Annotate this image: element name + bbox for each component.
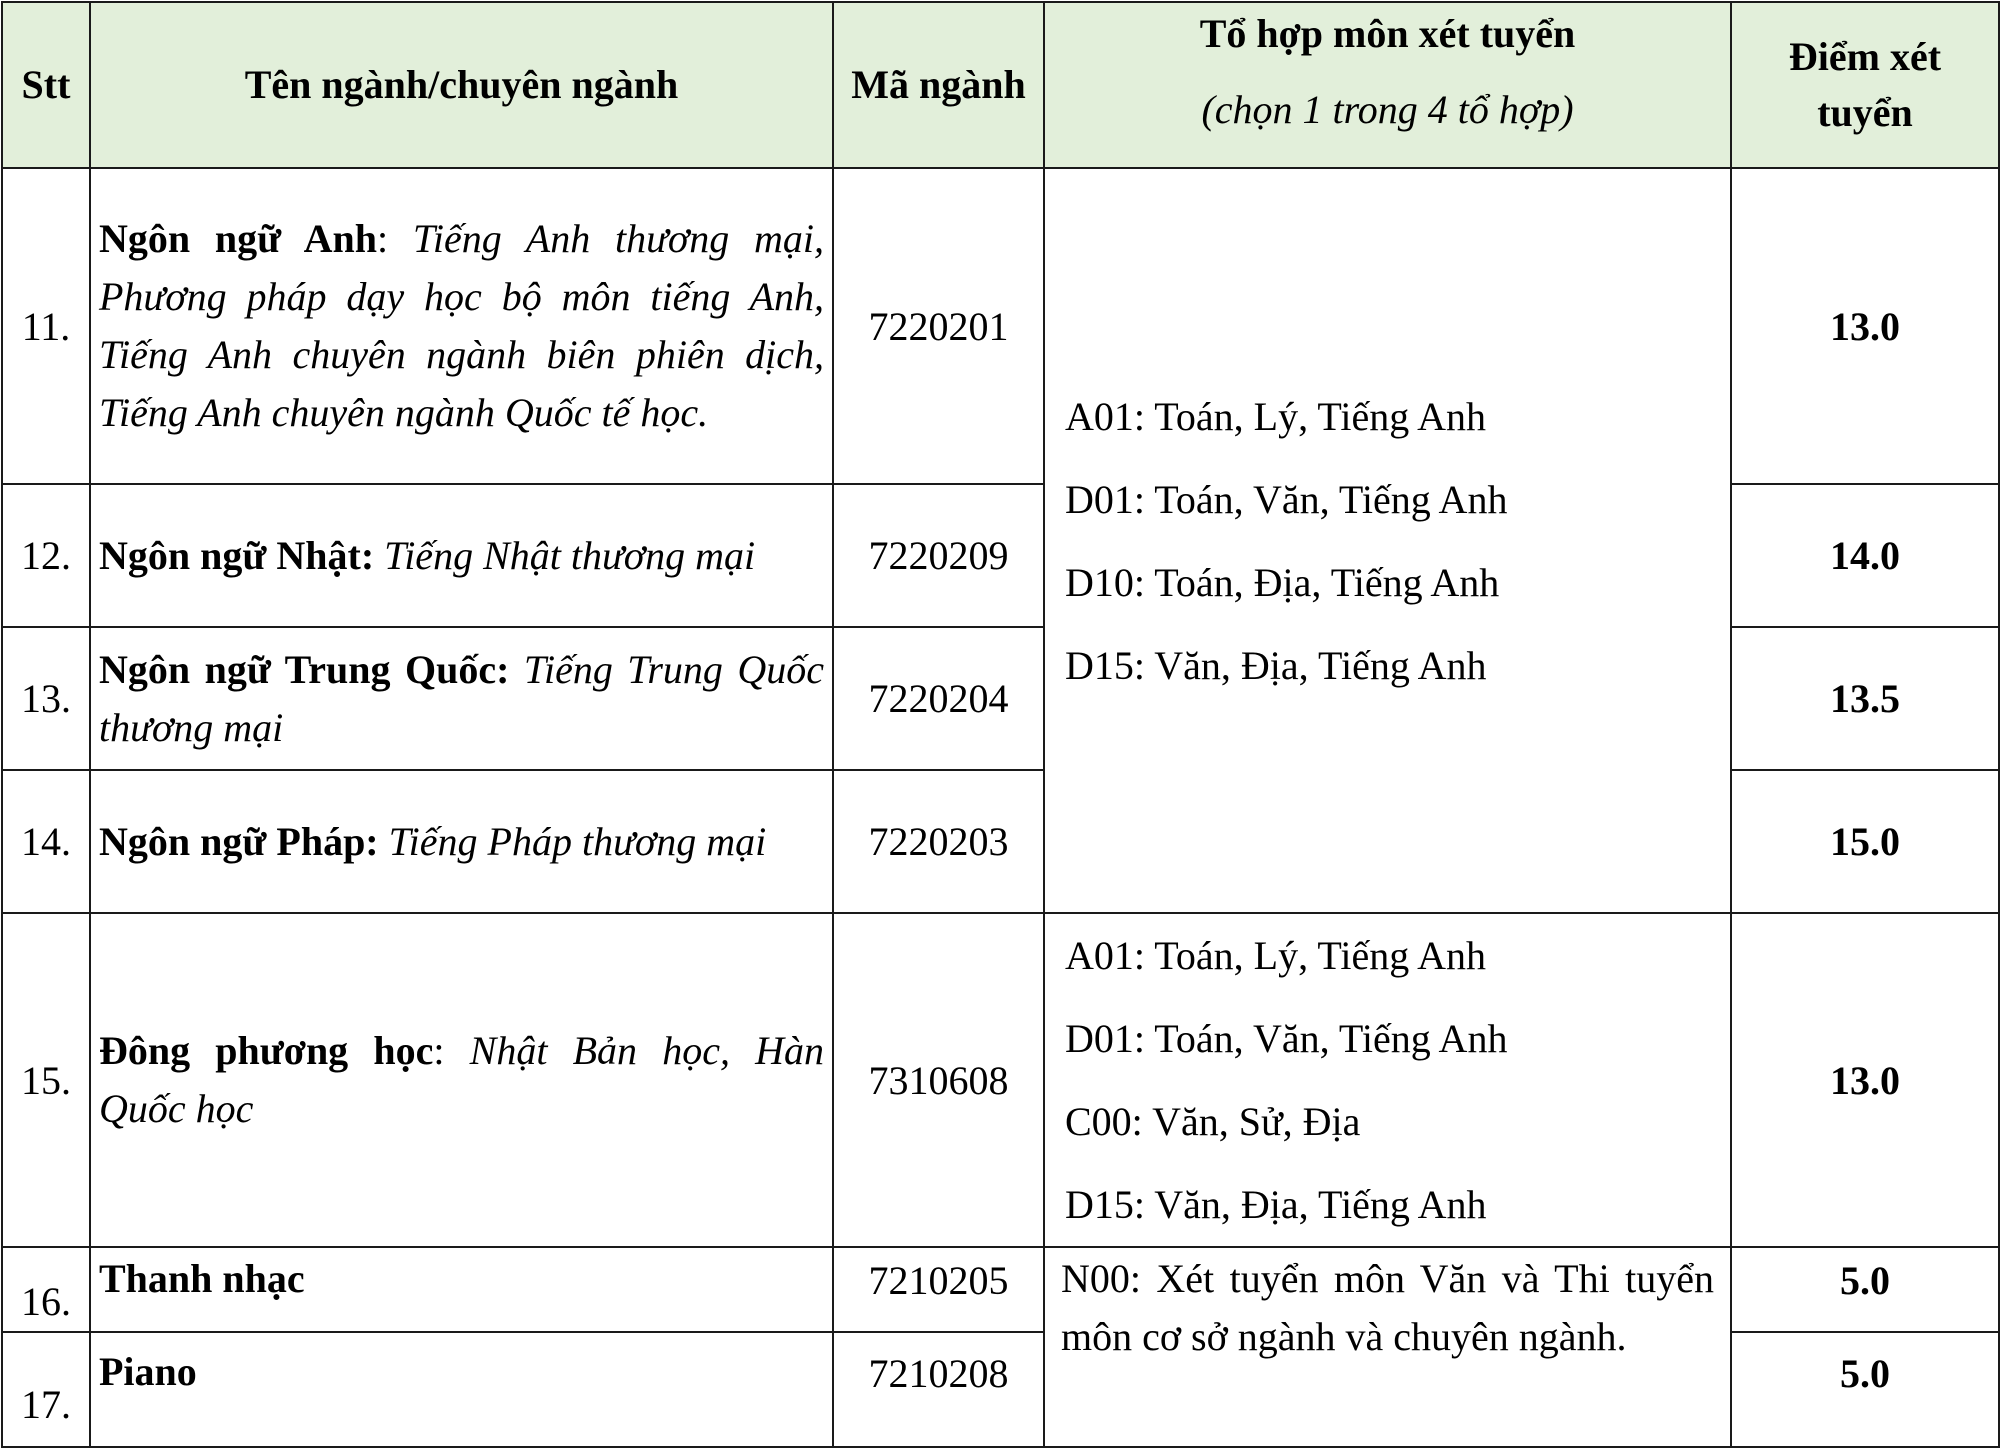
row-stt: 12. xyxy=(2,484,90,627)
row-name-sep xyxy=(374,533,384,578)
row-stt: 16. xyxy=(2,1247,90,1332)
combo-line: A01: Toán, Lý, Tiếng Anh xyxy=(1065,393,1486,439)
row-name xyxy=(90,484,833,627)
header-combo-title: Tổ hợp môn xét tuyển xyxy=(1199,11,1576,56)
row-name-specializations: Tiếng Nhật thương mại xyxy=(384,532,756,578)
admission-score-table xyxy=(1,1,2000,1448)
row-combos-music: N00: Xét tuyển môn Văn và Thi tuyển môn cơ sở ngành và chuyên ngành. xyxy=(1044,1247,1731,1447)
row-score: 5.0 xyxy=(1731,1247,1999,1332)
table-row xyxy=(2,168,1999,484)
header-name: Tên ngành/chuyên ngành xyxy=(90,2,833,168)
row-name-major: Ngôn ngữ Trung Quốc: xyxy=(99,646,510,692)
row-name-specializations: Tiếng Anh thương mại, Phương pháp dạy học bộ môn tiếng Anh, Tiếng Anh chuyên ngành biên phiên dịch, Tiếng Anh chuyên ngành Quốc tế học. xyxy=(99,216,824,435)
row-name-sep: : xyxy=(433,1028,470,1073)
row-name-major: Thanh nhạc xyxy=(99,1256,305,1301)
row-stt: 11. xyxy=(2,168,90,484)
row-name-specializations: Nhật Bản học, Hàn Quốc học xyxy=(99,1028,824,1131)
row-combos-oriental xyxy=(1044,913,1731,1247)
row-stt: 15. xyxy=(2,913,90,1247)
row-name-sep xyxy=(509,647,523,692)
header-score-line1: Điểm xét xyxy=(1788,34,1942,79)
header-combo xyxy=(1044,2,1731,168)
row-name-specializations: Tiếng Pháp thương mại xyxy=(388,818,767,864)
combo-line: D01: Toán, Văn, Tiếng Anh xyxy=(1065,1016,1508,1061)
row-name-specializations: Tiếng Trung Quốc thương mại xyxy=(99,646,825,750)
header-stt: Stt xyxy=(2,2,90,168)
row-name-major: Ngôn ngữ Pháp: xyxy=(99,818,379,864)
row-score: 13.0 xyxy=(1731,913,1999,1247)
combo-line: D10: Toán, Địa, Tiếng Anh xyxy=(1065,559,1500,605)
header-score-line2: tuyển xyxy=(1817,90,1913,135)
row-name-major: Ngôn ngữ Nhật: xyxy=(99,532,375,578)
row-score: 15.0 xyxy=(1731,770,1999,913)
row-code: 7220204 xyxy=(833,627,1044,770)
row-score: 13.5 xyxy=(1731,627,1999,770)
header-code: Mã ngành xyxy=(833,2,1044,168)
row-name xyxy=(90,1247,833,1332)
row-name-major: Đông phương học xyxy=(99,1028,434,1073)
combo-line: D15: Văn, Địa, Tiếng Anh xyxy=(1065,1182,1487,1227)
row-name-major: Piano xyxy=(99,1349,197,1394)
row-code: 7220201 xyxy=(833,168,1044,484)
row-code: 7220203 xyxy=(833,770,1044,913)
row-stt: 13. xyxy=(2,627,90,770)
row-score: 14.0 xyxy=(1731,484,1999,627)
row-name-major: Ngôn ngữ Anh xyxy=(99,216,378,261)
row-name xyxy=(90,913,833,1247)
row-name xyxy=(90,627,833,770)
row-code: 7310608 xyxy=(833,913,1044,1247)
table-row xyxy=(2,913,1999,1247)
row-code: 7210208 xyxy=(833,1332,1044,1447)
header-combo-subtitle: (chọn 1 trong 4 tổ hợp) xyxy=(1201,87,1574,132)
row-code: 7220209 xyxy=(833,484,1044,627)
header-score xyxy=(1731,2,1999,168)
combo-line: D01: Toán, Văn, Tiếng Anh xyxy=(1065,476,1508,522)
row-score: 5.0 xyxy=(1731,1332,1999,1447)
row-stt: 14. xyxy=(2,770,90,913)
combo-line: D15: Văn, Địa, Tiếng Anh xyxy=(1065,642,1487,688)
combo-line: A01: Toán, Lý, Tiếng Anh xyxy=(1065,933,1486,978)
row-score: 13.0 xyxy=(1731,168,1999,484)
row-code: 7210205 xyxy=(833,1247,1044,1332)
combo-line: C00: Văn, Sử, Địa xyxy=(1065,1099,1361,1144)
row-name-sep: : xyxy=(377,216,413,261)
header-row xyxy=(2,2,1999,168)
row-stt: 17. xyxy=(2,1332,90,1447)
row-name-sep xyxy=(379,819,389,864)
row-name xyxy=(90,1332,833,1447)
row-name xyxy=(90,168,833,484)
row-name xyxy=(90,770,833,913)
row-combos-languages xyxy=(1044,168,1731,913)
table-row xyxy=(2,1247,1999,1332)
